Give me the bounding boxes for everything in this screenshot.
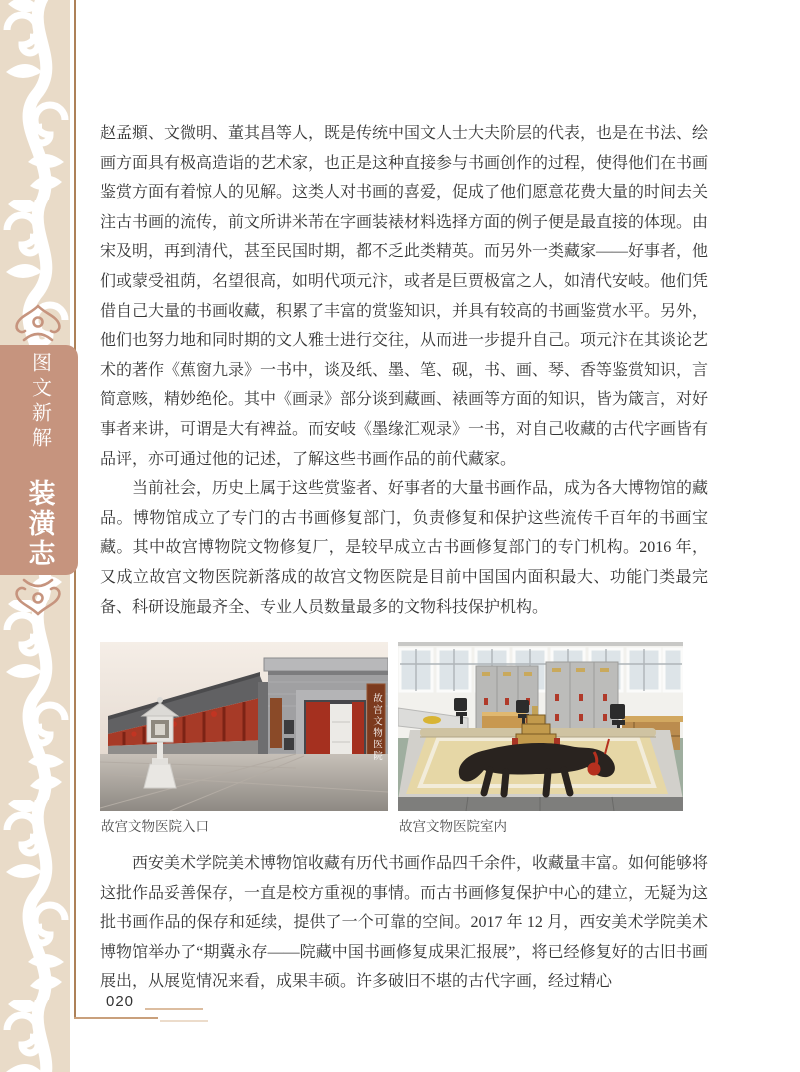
chapter-tab-text [26, 352, 53, 569]
paragraph-museums: 当前社会，历史上属于这些赏鉴者、好事者的大量书画作品，成为各大博物馆的藏品。博物馆成立了专门的古书画修复部门，负责修复和保护这些流传千百年的书画宝藏。其中故宫博物院文物修复厂，是较早成立古书画修复部门的专门机构。2016 年，又成立故宫文物医院新落成的故宫文物医院是目前中国国内面积最大、功能门类最完备、科研设施最齐全、专业人员数量最多的文物科技保护机构。 [100, 480, 709, 616]
footer-rule-faint [160, 1020, 208, 1022]
tab-finial-bottom-icon [12, 576, 64, 618]
paragraph-xafa: 西安美术学院美术博物馆收藏有历代书画作品四千余件，收藏量丰富。如何能够将这批作品妥善保存，一直是校方重视的事情。而古书画修复保护中心的建立，无疑为这批书画作品的保存和延续，提供了一个可靠的空间。2017 年 12 月，西安美术学院美术博物馆举办了“期冀永存——院藏中国书画修复成果汇报展”，将已经修复好的古旧书画展出，从展览情况来看，成果丰硕。许多破旧不堪的古代字画，经过精心 [100, 855, 709, 991]
chapter-tab [0, 345, 78, 575]
footer-rule [145, 1008, 203, 1010]
caption-entrance: 故宫文物医院入口 [101, 819, 209, 835]
figure-entrance [100, 642, 388, 835]
paragraph-collectors: 赵孟頫、文微明、董其昌等人，既是传统中国文人士大夫阶层的代表，也是在书法、绘画方面具有极高造诣的艺术家，也正是这种直接参与书画创作的过程，使得他们在书画鉴赏方面有着惊人的见解。这类人对书画的喜爱，促成了他们愿意花费大量的时间去关注古书画的流传，前文所讲米芾在字画装裱材料选择方面的例子便是最直接的体现。由宋及明，再到清代，甚至民国时期，都不乏此类精英。而另外一类藏家——好事者，他们或蒙受祖荫，名望很高，如明代项元汴，或者是巨贾极富之人，如清代安岐。他们凭借自己大量的书画收藏，积累了丰富的赏鉴知识，并具有较高的书画鉴赏水平。另外，他们也努力地和同时期的文人雅士进行交往，从而进一步提升自己。项元汴在其谈论艺术的著作《蕉窗九录》一书中，谈及纸、墨、笔、砚，书、画、琴、香等鉴赏知识，言简意赅，精妙绝伦。其中《画录》部分谈到藏画、裱画等方面的知识，皆为箴言，对好事者来讲，可谓是大有裨益。而安岐《墨缘汇观录》一书，对自己收藏的古代字画皆有品评，亦可通过他的记述，了解这些书画作品的前代藏家。 [100, 125, 709, 468]
yellow-pouch [423, 716, 441, 724]
figure-row [100, 642, 708, 835]
windows [400, 649, 682, 691]
interior-photo [398, 642, 683, 811]
figure-interior [398, 642, 683, 835]
tab-finial-top-icon [12, 302, 64, 344]
text-column [100, 119, 708, 997]
series-title: 图文新解 [28, 351, 51, 452]
pavement [100, 754, 388, 811]
page-number: 020 [106, 993, 135, 1010]
entrance-photo [100, 642, 388, 811]
frame-bottom-line [74, 1017, 158, 1019]
book-title: 装潢志 [24, 478, 55, 569]
caption-interior: 故宫文物医院室内 [399, 819, 507, 835]
plaque-text: 故宫文物医院 [371, 692, 382, 762]
